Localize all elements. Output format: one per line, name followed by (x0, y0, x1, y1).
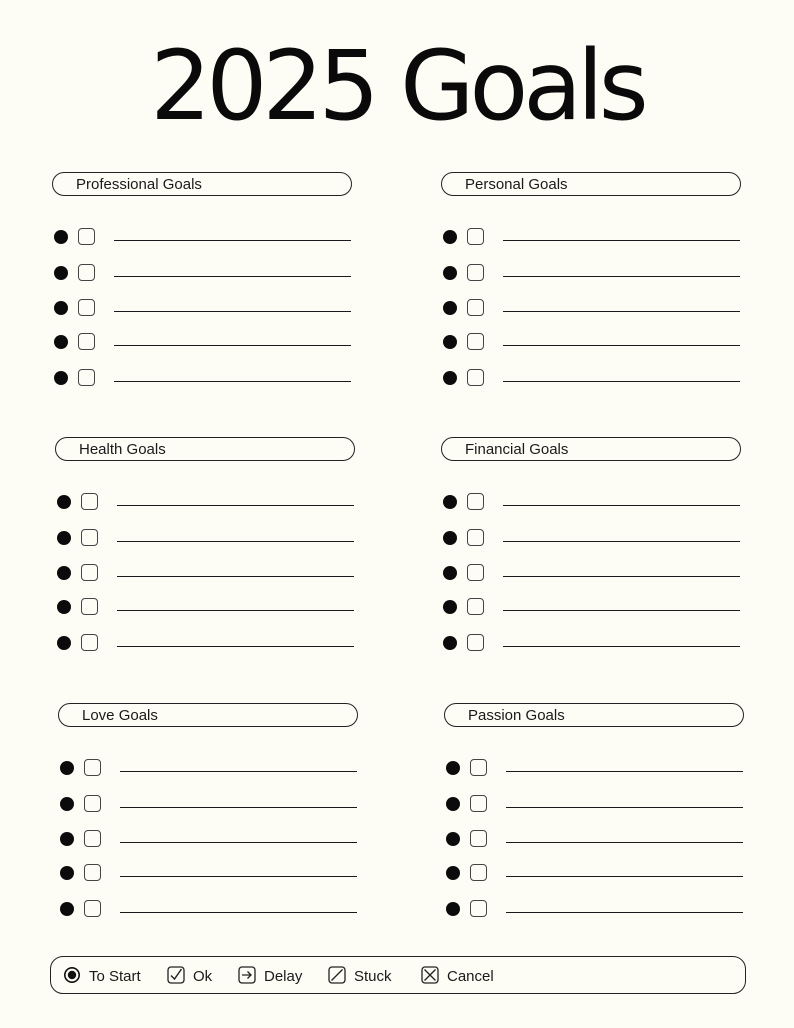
bullet-icon (57, 531, 71, 545)
goal-row (441, 561, 746, 585)
arrow-box-icon (238, 966, 256, 984)
goal-row (55, 490, 360, 514)
legend-label: Ok (193, 968, 213, 985)
bullet-icon (54, 230, 68, 244)
goal-write-line[interactable] (506, 912, 743, 913)
section-header (52, 172, 352, 196)
bullet-icon (54, 371, 68, 385)
bullet-icon (446, 866, 460, 880)
goal-checkbox[interactable] (84, 795, 101, 812)
goal-checkbox[interactable] (84, 830, 101, 847)
goal-checkbox[interactable] (467, 493, 484, 510)
section-title: Health Goals (79, 441, 166, 458)
section-header (55, 437, 355, 461)
goal-row (444, 827, 749, 851)
bullet-icon (443, 371, 457, 385)
bullet-icon (443, 566, 457, 580)
goal-write-line[interactable] (503, 576, 740, 577)
legend-label: Delay (264, 968, 303, 985)
check-box-icon (167, 966, 185, 984)
goal-write-line[interactable] (506, 876, 743, 877)
goal-row (52, 225, 357, 249)
goal-checkbox[interactable] (78, 369, 95, 386)
bullet-icon (446, 832, 460, 846)
bullet-icon (443, 301, 457, 315)
goal-row (444, 897, 749, 921)
bullet-icon (443, 266, 457, 280)
goal-write-line[interactable] (503, 541, 740, 542)
bullet-icon (54, 301, 68, 315)
goal-write-line[interactable] (117, 646, 354, 647)
filled-circle-icon (63, 966, 81, 984)
goal-write-line[interactable] (117, 541, 354, 542)
slash-box-icon (328, 966, 346, 984)
bullet-icon (57, 495, 71, 509)
goal-row (444, 861, 749, 885)
bullet-icon (60, 761, 74, 775)
goal-row (58, 861, 363, 885)
goal-row (52, 330, 357, 354)
goal-write-line[interactable] (114, 276, 351, 277)
section-title: Love Goals (82, 707, 158, 724)
section-professional (52, 172, 362, 397)
goal-checkbox[interactable] (470, 759, 487, 776)
bullet-icon (54, 266, 68, 280)
goal-row (441, 631, 746, 655)
section-passion (444, 703, 754, 928)
goal-row (441, 526, 746, 550)
goal-write-line[interactable] (120, 842, 357, 843)
goal-write-line[interactable] (503, 240, 740, 241)
section-header (444, 703, 744, 727)
bullet-icon (60, 797, 74, 811)
section-title: Financial Goals (465, 441, 569, 458)
bullet-icon (443, 531, 457, 545)
goal-checkbox[interactable] (78, 228, 95, 245)
goal-checkbox[interactable] (467, 228, 484, 245)
goal-row (441, 330, 746, 354)
bullet-icon (60, 832, 74, 846)
section-health (55, 437, 365, 662)
goal-write-line[interactable] (503, 311, 740, 312)
goal-write-line[interactable] (117, 610, 354, 611)
goal-row (441, 261, 746, 285)
goal-checkbox[interactable] (78, 264, 95, 281)
goal-row (444, 792, 749, 816)
bullet-icon (443, 230, 457, 244)
bullet-icon (57, 566, 71, 580)
section-personal (441, 172, 751, 397)
goal-write-line[interactable] (114, 311, 351, 312)
goal-row (441, 366, 746, 390)
goal-checkbox[interactable] (78, 333, 95, 350)
bullet-icon (57, 636, 71, 650)
goal-write-line[interactable] (503, 610, 740, 611)
bullet-icon (443, 335, 457, 349)
bullet-icon (446, 761, 460, 775)
goal-write-line[interactable] (120, 771, 357, 772)
status-legend (50, 956, 746, 994)
goal-row (58, 792, 363, 816)
goal-write-line[interactable] (503, 646, 740, 647)
goal-checkbox[interactable] (470, 795, 487, 812)
goal-checkbox[interactable] (78, 299, 95, 316)
goal-checkbox[interactable] (467, 529, 484, 546)
goal-checkbox[interactable] (467, 299, 484, 316)
goal-checkbox[interactable] (467, 598, 484, 615)
goal-checkbox[interactable] (81, 529, 98, 546)
bullet-icon (60, 866, 74, 880)
goal-checkbox[interactable] (81, 493, 98, 510)
goal-write-line[interactable] (506, 842, 743, 843)
goal-write-line[interactable] (117, 505, 354, 506)
goal-checkbox[interactable] (84, 864, 101, 881)
bullet-icon (446, 797, 460, 811)
goal-checkbox[interactable] (81, 564, 98, 581)
section-header (58, 703, 358, 727)
goal-write-line[interactable] (506, 807, 743, 808)
legend-label: To Start (89, 968, 141, 985)
bullet-icon (443, 636, 457, 650)
bullet-icon (443, 495, 457, 509)
goal-row (441, 225, 746, 249)
goal-row (58, 897, 363, 921)
goal-write-line[interactable] (114, 381, 351, 382)
bullet-icon (446, 902, 460, 916)
goal-checkbox[interactable] (84, 900, 101, 917)
goal-row (441, 490, 746, 514)
goal-write-line[interactable] (503, 381, 740, 382)
goal-checkbox[interactable] (470, 864, 487, 881)
goal-write-line[interactable] (503, 505, 740, 506)
x-box-icon (421, 966, 439, 984)
goal-write-line[interactable] (120, 912, 357, 913)
goal-write-line[interactable] (506, 771, 743, 772)
section-title: Personal Goals (465, 176, 568, 193)
goal-write-line[interactable] (503, 345, 740, 346)
goal-row (55, 595, 360, 619)
goal-row (55, 526, 360, 550)
goal-checkbox[interactable] (81, 634, 98, 651)
goal-write-line[interactable] (114, 240, 351, 241)
goal-write-line[interactable] (503, 276, 740, 277)
bullet-icon (60, 902, 74, 916)
section-header (441, 437, 741, 461)
goal-row (444, 756, 749, 780)
section-financial (441, 437, 751, 662)
page-title: 2025 Goals (150, 30, 644, 142)
bullet-icon (57, 600, 71, 614)
goal-checkbox[interactable] (81, 598, 98, 615)
goal-write-line[interactable] (114, 345, 351, 346)
bullet-icon (443, 600, 457, 614)
goal-checkbox[interactable] (467, 634, 484, 651)
goal-write-line[interactable] (120, 876, 357, 877)
section-title: Professional Goals (76, 176, 202, 193)
goal-row (52, 261, 357, 285)
goal-write-line[interactable] (117, 576, 354, 577)
goal-checkbox[interactable] (84, 759, 101, 776)
bullet-icon (54, 335, 68, 349)
goal-row (441, 296, 746, 320)
goal-row (441, 595, 746, 619)
goal-checkbox[interactable] (467, 333, 484, 350)
goal-row (58, 827, 363, 851)
goal-checkbox[interactable] (467, 264, 484, 281)
section-header (441, 172, 741, 196)
goal-row (55, 631, 360, 655)
section-title: Passion Goals (468, 707, 565, 724)
goal-row (52, 296, 357, 320)
goal-write-line[interactable] (120, 807, 357, 808)
section-love (58, 703, 368, 928)
goal-checkbox[interactable] (470, 900, 487, 917)
goal-checkbox[interactable] (467, 564, 484, 581)
legend-label: Cancel (447, 968, 494, 985)
goal-checkbox[interactable] (470, 830, 487, 847)
goal-row (55, 561, 360, 585)
goal-row (58, 756, 363, 780)
goal-row (52, 366, 357, 390)
goal-checkbox[interactable] (467, 369, 484, 386)
legend-label: Stuck (354, 968, 392, 985)
